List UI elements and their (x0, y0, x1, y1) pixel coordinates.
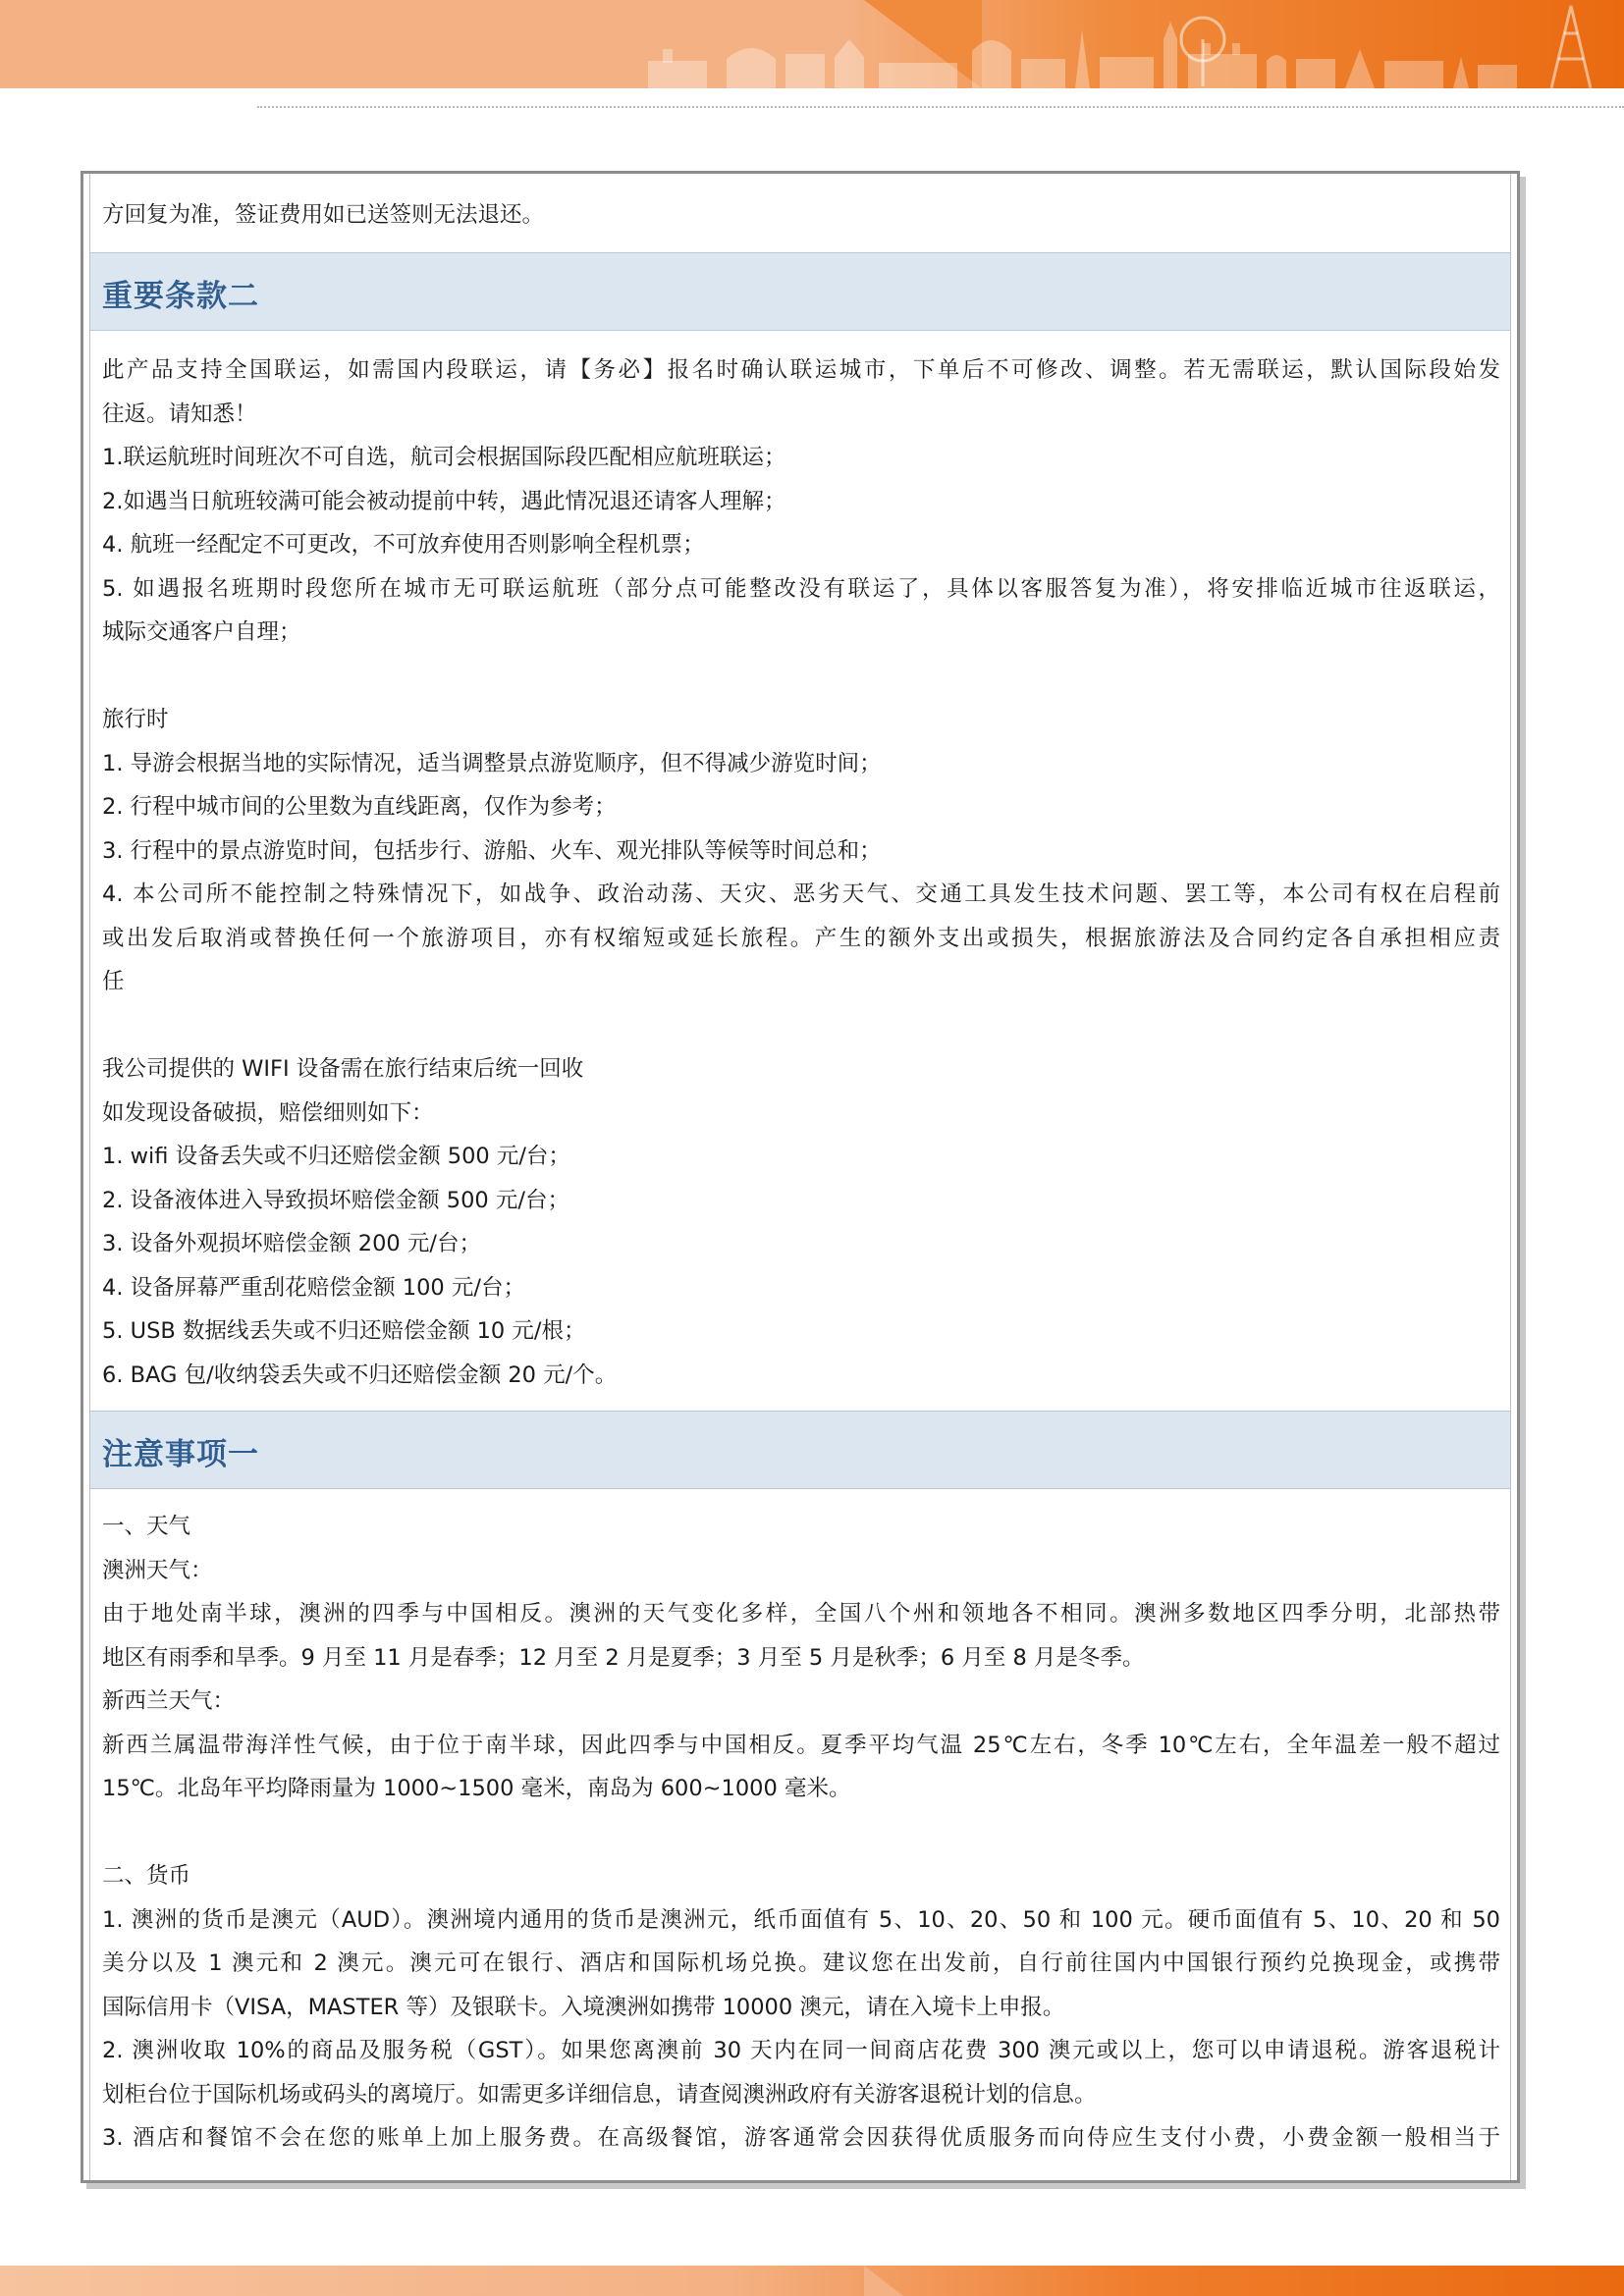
text-line: 新西兰属温带海洋性气候，由于位于南半球，因此四季与中国相反。夏季平均气温 25℃左右，冬季 10℃左右，全年温差一般不超过 (102, 1732, 1500, 1758)
text-line: 2. 行程中城市间的公里数为直线距离，仅作为参考； (102, 794, 617, 820)
continued-text (102, 193, 1500, 238)
text-line: 4. 本公司所不能控制之特殊情况下，如战争、政治动荡、天灾、恶劣天气、交通工具发生技术问题、罢工等，本公司有权在启程前 (102, 881, 1500, 907)
section-header-important-terms (90, 252, 1510, 331)
text-line: 2. 澳洲收取 10%的商品及服务税（GST）。如果您离澳前 30 天内在同一间商店花费 300 澳元或以上，您可以申请退税。游客退税计 (102, 2038, 1500, 2063)
content-table (81, 171, 1520, 2183)
text-line: 往返。请知悉！ (102, 400, 257, 427)
text-line: 地区有雨季和旱季。9 月至 11 月是春季；12 月至 2 月是夏季；3 月至 5 月是秋季；6 月至 8 月是冬季。 (102, 1644, 1145, 1671)
text-line: 由于地处南半球，澳洲的四季与中国相反。澳洲的天气变化多样，全国八个州和领地各不相同。澳洲多数地区四季分明，北部热带 (102, 1601, 1500, 1627)
text-line: 1. 澳洲的货币是澳元（AUD）。澳洲境内通用的货币是澳洲元，纸币面值有 5、10、20、50 和 100 元。硬币面值有 5、10、20 和 50 (102, 1906, 1500, 1933)
footer-band-cut (864, 2266, 903, 2296)
text-line: 划柜台位于国际机场或码头的离境厅。如需更多详细信息，请查阅澳洲政府有关游客退税计划的信息。 (102, 2081, 1097, 2108)
text-line: 方回复为准，签证费用如已送签则无法退还。 (102, 202, 545, 228)
section-body-notes (102, 1505, 1500, 2161)
text-line: 旅行时 (102, 707, 169, 732)
section-header-notes (90, 1411, 1510, 1489)
top-banner (0, 0, 1624, 88)
content-inner (89, 174, 1511, 2180)
text-line: 2.如遇当日航班较满可能会被动提前中转，遇此情况退还请客人理解； (102, 488, 786, 514)
text-line: 3. 设备外观损坏赔偿金额 200 元/台； (102, 1231, 481, 1256)
text-line: 一、天气 (102, 1514, 191, 1539)
text-line: 4. 设备屏幕严重刮花赔偿金额 100 元/台； (102, 1274, 525, 1301)
text-line: 3. 行程中的景点游览时间，包括步行、游船、火车、观光排队等候等时间总和； (102, 837, 882, 864)
text-line: 城际交通客户自理； (102, 619, 301, 645)
section-title: 注意事项一 (102, 1437, 259, 1472)
section-title: 重要条款二 (102, 279, 259, 314)
text-line: 或出发后取消或替换任何一个旅游项目，亦有权缩短或延长旅程。产生的额外支出或损失，根据旅游法及合同约定各自承担相应责 (102, 925, 1500, 951)
header-divider (257, 106, 1624, 108)
text-line: 我公司提供的 WIFI 设备需在旅行结束后统一回收 (102, 1056, 584, 1082)
section-body-important-terms (102, 348, 1500, 1397)
text-line: 美分以及 1 澳元和 2 澳元。澳元可在银行、酒店和国际机场兑换。建议您在出发前，自行前往国内中国银行预约兑换现金，或携带 (102, 1950, 1500, 1976)
text-line: 1.联运航班时间班次不可自选，航司会根据国际段匹配相应航班联运； (102, 445, 786, 470)
text-line: 15℃。北岛年平均降雨量为 1000~1500 毫米，南岛为 600~1000 毫米。 (102, 1776, 851, 1801)
text-line: 任 (102, 969, 125, 994)
text-line-blank (102, 1004, 1500, 1048)
text-line: 3. 酒店和餐馆不会在您的账单上加上服务费。在高级餐馆，游客通常会因获得优质服务而向侍应生支付小费，小费金额一般相当于 (102, 2125, 1500, 2151)
text-line: 此产品支持全国联运，如需国内段联运，请【务必】报名时确认联运城市，下单后不可修改、调整。若无需联运，默认国际段始发 (102, 357, 1500, 383)
city-skyline-icon (628, 0, 1624, 88)
text-line-blank (102, 1811, 1500, 1855)
text-line: 4. 航班一经配定不可更改，不可放弃使用否则影响全程机票； (102, 532, 705, 558)
text-line: 1. 导游会根据当地的实际情况，适当调整景点游览顺序，但不得减少游览时间； (102, 750, 882, 776)
text-line: 如发现设备破损，赔偿细则如下： (102, 1099, 434, 1126)
text-line: 5. 如遇报名班期时段您所在城市无可联运航班（部分点可能整改没有联运了，具体以客服答复为准），将安排临近城市往返联运， (102, 575, 1500, 602)
footer-band (0, 2266, 1624, 2296)
text-line: 新西兰天气： (102, 1688, 236, 1714)
text-line: 澳洲天气： (102, 1557, 213, 1583)
text-line: 二、货币 (102, 1863, 191, 1889)
text-line: 5. USB 数据线丢失或不归还赔偿金额 10 元/根； (102, 1318, 586, 1344)
text-line: 6. BAG 包/收纳袋丢失或不归还赔偿金额 20 元/个。 (102, 1362, 618, 1388)
text-line: 1. wifi 设备丢失或不归还赔偿金额 500 元/台； (102, 1144, 570, 1169)
text-line-blank (102, 655, 1500, 699)
text-line: 国际信用卡（VISA，MASTER 等）及银联卡。入境澳洲如携带 10000 澳元，请在入境卡上申报。 (102, 1994, 1065, 2020)
text-line: 2. 设备液体进入导致损坏赔偿金额 500 元/台； (102, 1187, 569, 1213)
